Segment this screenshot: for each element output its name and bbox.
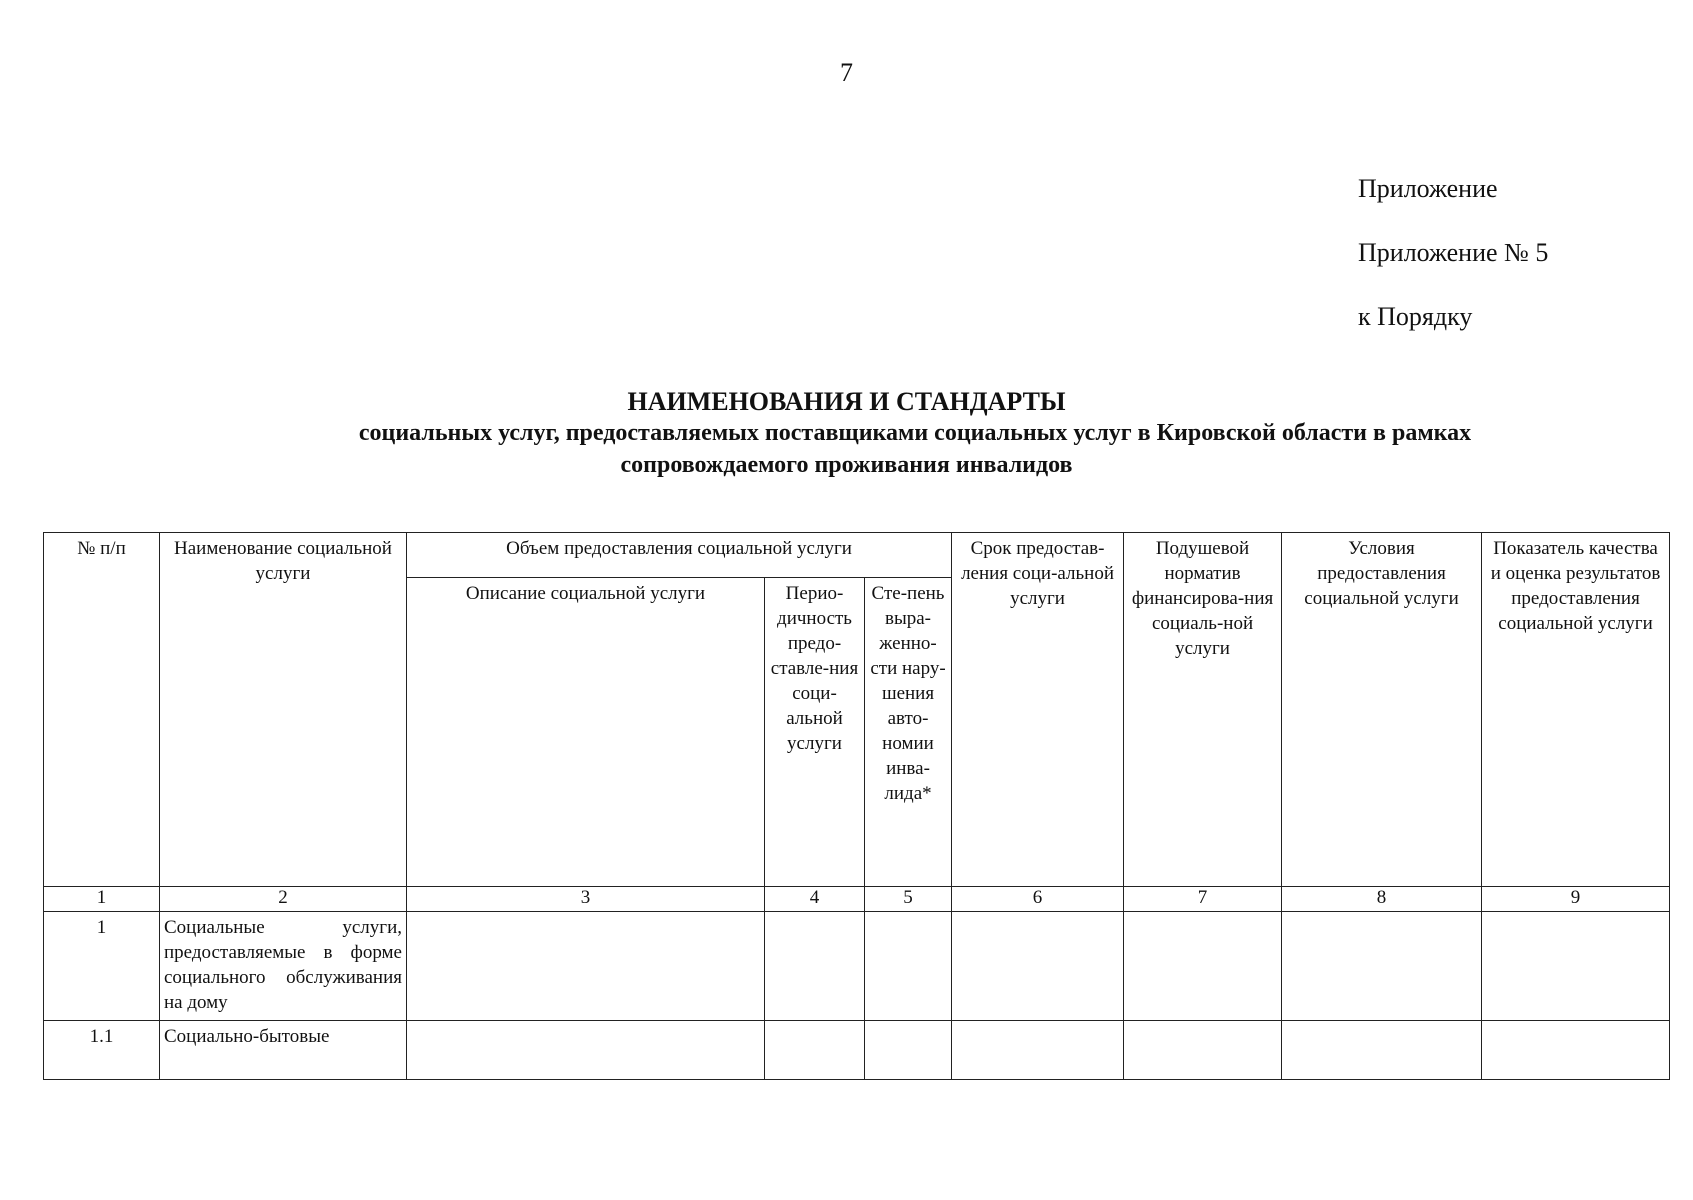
appendix-reference: к Порядку [1358, 302, 1473, 331]
appendix-number: Приложение № 5 [1358, 238, 1549, 267]
empty-cell [865, 1021, 952, 1080]
header-periodicity: Перио-дичность предо-ставле-ния соци-альной услуги [765, 578, 865, 887]
header-conditions: Условия предоставления социальной услуги [1282, 533, 1482, 887]
row-number: 1 [44, 912, 160, 1021]
empty-cell [1282, 1021, 1482, 1080]
row-number: 1.1 [44, 1021, 160, 1080]
row-service-name: Социальные услуги, предоставляемые в форме социального обслуживания на дому [160, 912, 407, 1021]
header-number: № п/п [44, 533, 160, 887]
empty-cell [1124, 912, 1282, 1021]
header-description: Описание социальной услуги [407, 578, 765, 887]
page-number: 7 [840, 58, 853, 87]
empty-cell [765, 1021, 865, 1080]
row-service-name: Социально-бытовые [160, 1021, 407, 1080]
empty-cell [952, 912, 1124, 1021]
empty-cell [407, 1021, 765, 1080]
empty-cell [1282, 912, 1482, 1021]
empty-cell [865, 912, 952, 1021]
document-title: НАИМЕНОВАНИЯ И СТАНДАРТЫ [627, 387, 1066, 416]
column-number: 2 [160, 887, 407, 912]
empty-cell [952, 1021, 1124, 1080]
column-number: 7 [1124, 887, 1282, 912]
column-number: 5 [865, 887, 952, 912]
column-number: 8 [1282, 887, 1482, 912]
empty-cell [1482, 912, 1670, 1021]
empty-cell [765, 912, 865, 1021]
header-volume: Объем предоставления социальной услуги [407, 533, 952, 578]
column-number: 1 [44, 887, 160, 912]
column-number: 3 [407, 887, 765, 912]
header-term: Срок предостав-ления соци-альной услуги [952, 533, 1124, 887]
appendix-label: Приложение [1358, 174, 1498, 203]
header-autonomy-degree: Сте-пень выра-женно-сти нару-шения авто-номии инва-лида* [865, 578, 952, 887]
document-subtitle-line-1: социальных услуг, предоставляемых поставщиками социальных услуг в Кировской области в рамках [358, 420, 1472, 446]
standards-table [43, 532, 1670, 1080]
header-funding-standard: Подушевой норматив финансирова-ния социаль-ной услуги [1124, 533, 1282, 887]
document-subtitle-line-2: сопровождаемого проживания инвалидов [620, 452, 1073, 478]
header-row-1 [44, 533, 1670, 578]
column-number-row [44, 887, 1670, 912]
empty-cell [1482, 1021, 1670, 1080]
table-row [44, 1021, 1670, 1080]
empty-cell [407, 912, 765, 1021]
column-number: 9 [1482, 887, 1670, 912]
header-quality-indicator: Показатель качества и оценка результатов предоставления социальной услуги [1482, 533, 1670, 887]
table-row [44, 912, 1670, 1021]
column-number: 6 [952, 887, 1124, 912]
column-number: 4 [765, 887, 865, 912]
header-service-name: Наименование социальной услуги [160, 533, 407, 887]
empty-cell [1124, 1021, 1282, 1080]
